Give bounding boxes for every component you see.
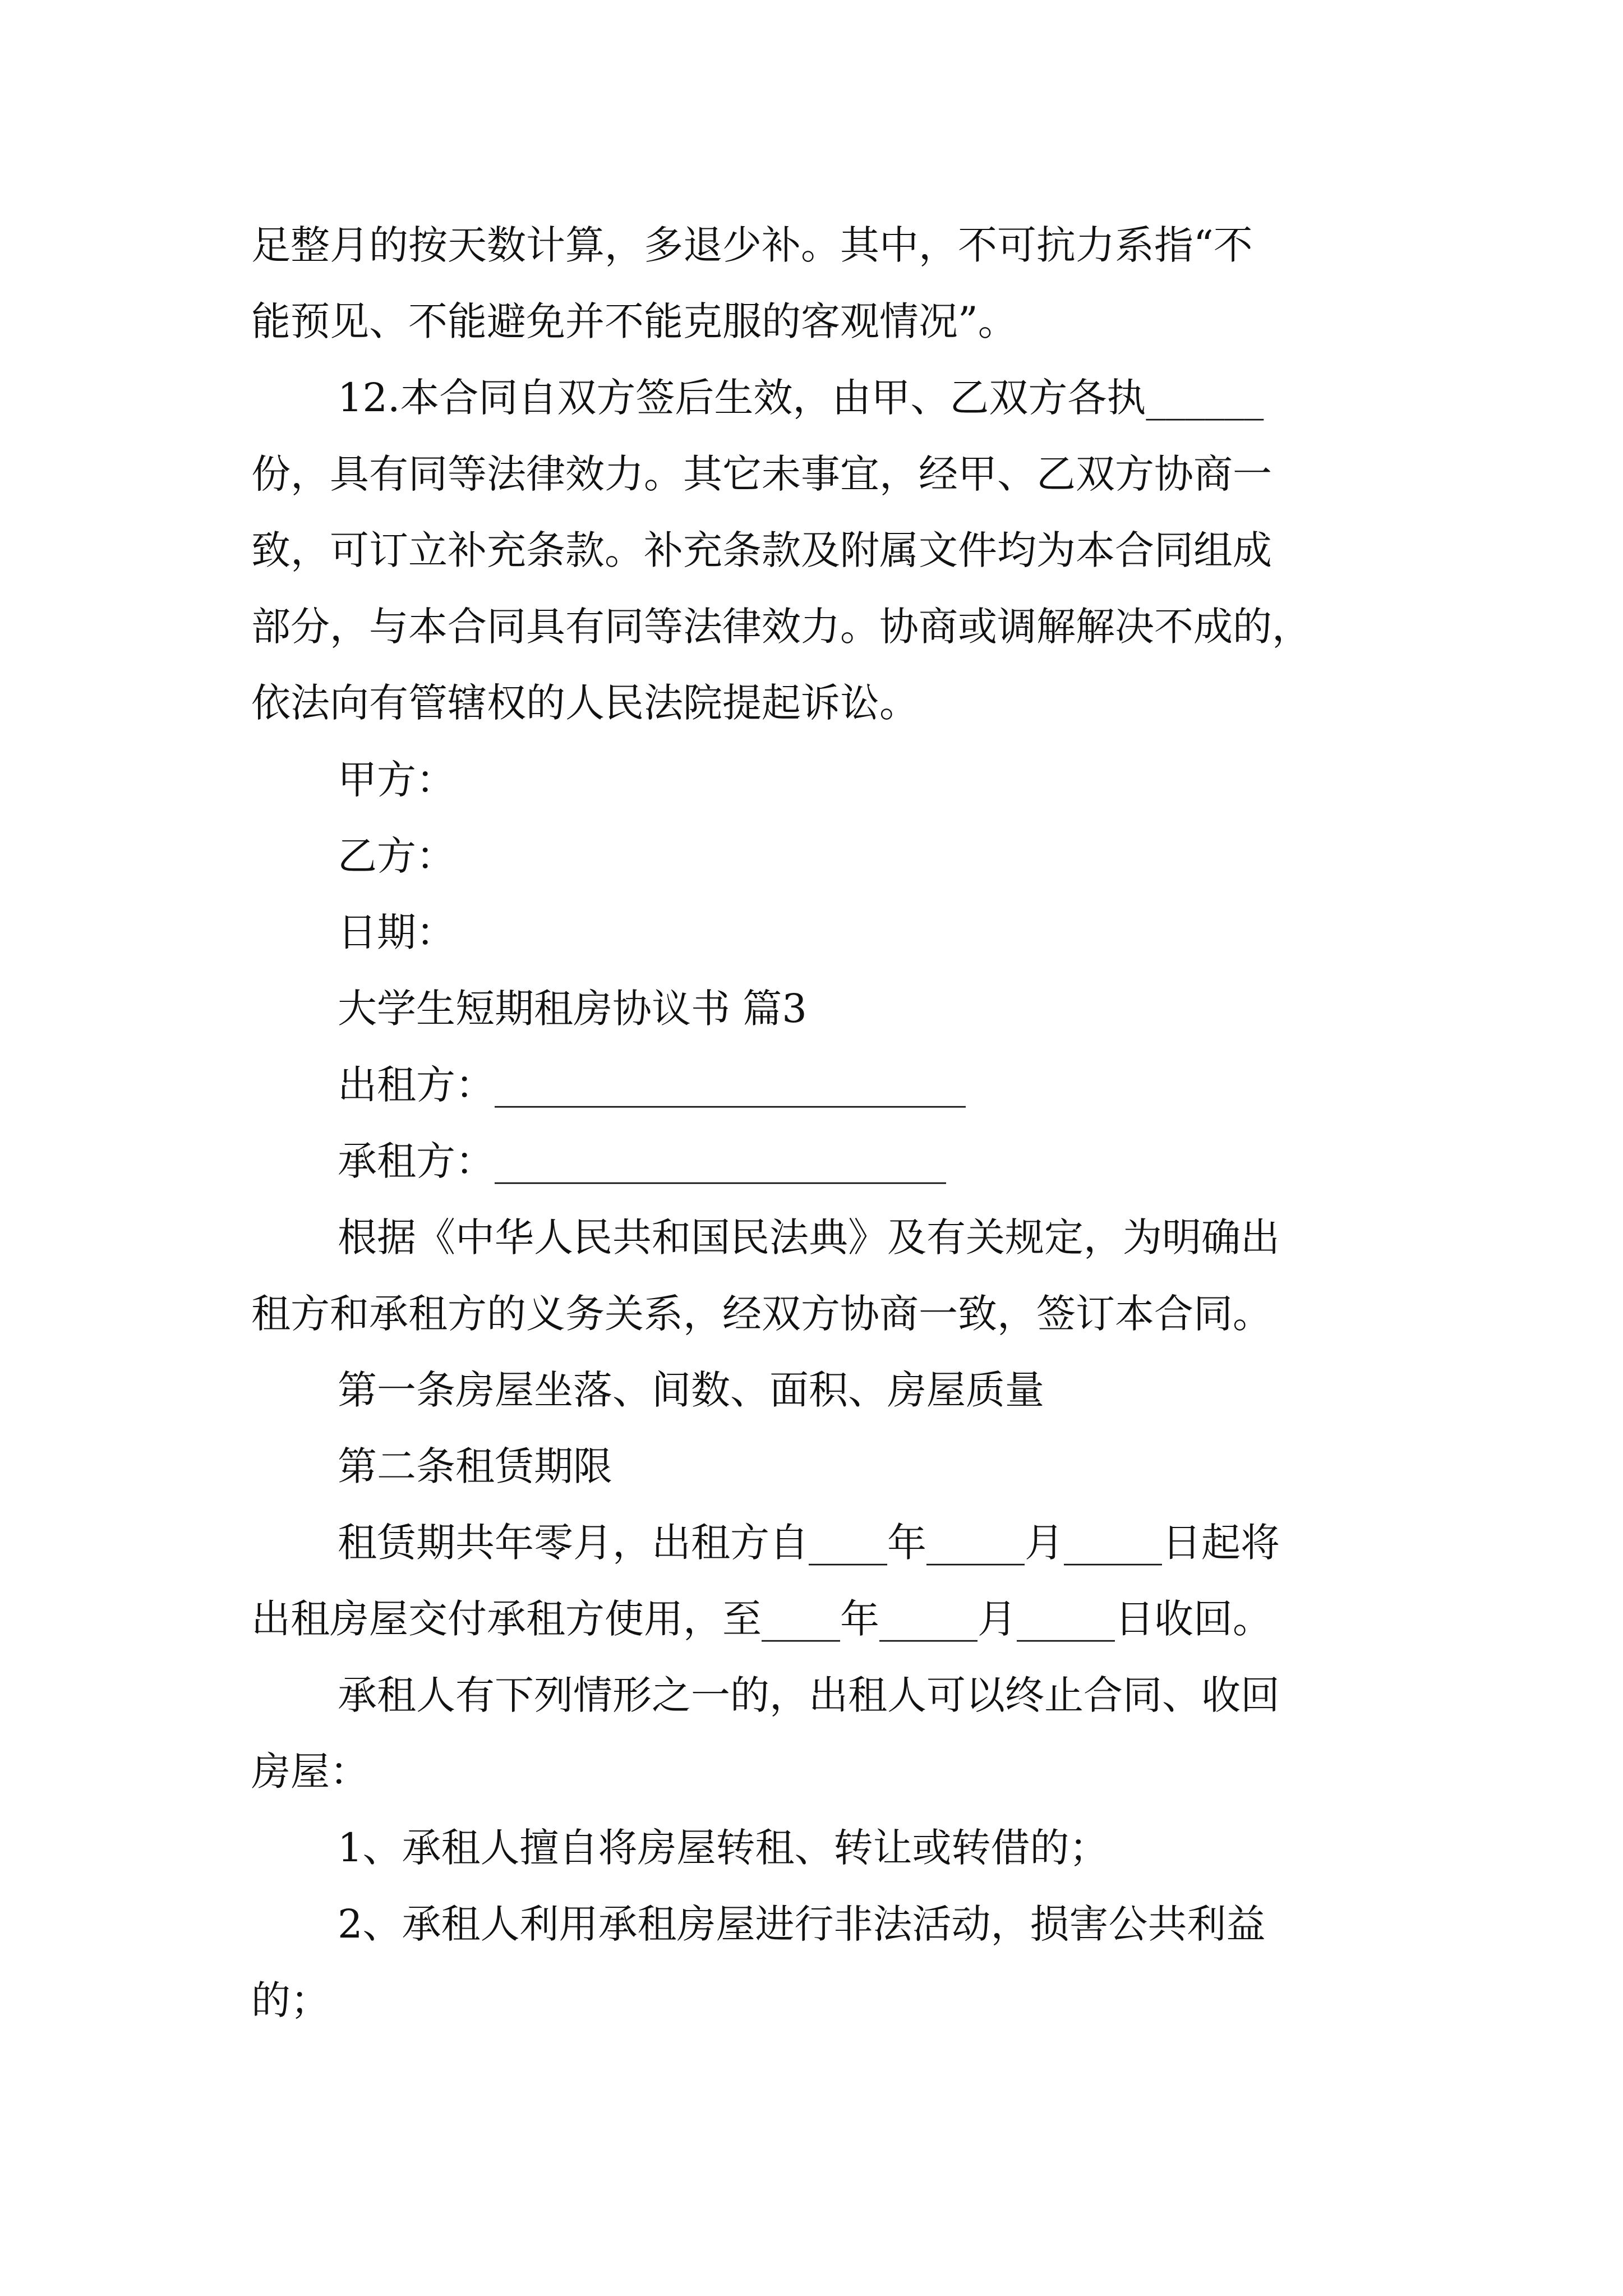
date-label: 日期： bbox=[338, 909, 455, 955]
paragraph-line: 租方和承租方的义务关系，经双方协商一致，签订本合同。 bbox=[251, 1291, 1272, 1337]
paragraph-line: 根据《中华人民共和国民法典》及有关规定，为明确出 bbox=[338, 1214, 1280, 1260]
list-item: 1、承租人擅自将房屋转租、转让或转借的； bbox=[338, 1825, 1109, 1871]
paragraph-line: 的； bbox=[251, 1977, 330, 2023]
article-heading: 第一条房屋坐落、间数、面积、房屋质量 bbox=[338, 1367, 1044, 1413]
party-a-label: 甲方： bbox=[338, 757, 455, 803]
paragraph-line: 份，具有同等法律效力。其它未事宜，经甲、乙双方协商一 bbox=[251, 451, 1272, 497]
lessee-field: 承租方：_______________________ bbox=[338, 1138, 946, 1184]
list-item: 2、承租人利用承租房屋进行非法活动，损害公共利益 bbox=[338, 1901, 1266, 1947]
paragraph-line: 依法向有管辖权的人民法院提起诉讼。 bbox=[251, 680, 919, 726]
paragraph-line: 房屋： bbox=[251, 1749, 369, 1795]
section-title: 大学生短期租房协议书 篇3 bbox=[338, 986, 807, 1032]
lessor-field: 出租方：________________________ bbox=[338, 1062, 966, 1108]
paragraph-line: 部分，与本合同具有同等法律效力。协商或调解解决不成的， bbox=[251, 604, 1311, 650]
article-heading: 第二条租赁期限 bbox=[338, 1443, 612, 1489]
paragraph-line: 足整月的按天数计算，多退少补。其中，不可抗力系指“不 bbox=[251, 222, 1253, 268]
paragraph-line: 承租人有下列情形之一的，出租人可以终止合同、收回 bbox=[338, 1672, 1280, 1718]
paragraph-line: 致，可订立补充条款。补充条款及附属文件均为本合同组成 bbox=[251, 527, 1272, 573]
paragraph-line: 出租房屋交付承租方使用，至____年_____月_____日收回。 bbox=[251, 1596, 1272, 1642]
paragraph-line: 能预见、不能避免并不能克服的客观情况”。 bbox=[251, 298, 1017, 344]
paragraph-line: 12.本合同自双方签后生效，由甲、乙双方各执______ bbox=[338, 375, 1264, 421]
paragraph-line: 租赁期共年零月，出租方自____年_____月_____日起将 bbox=[338, 1520, 1280, 1566]
party-b-label: 乙方： bbox=[338, 833, 455, 879]
